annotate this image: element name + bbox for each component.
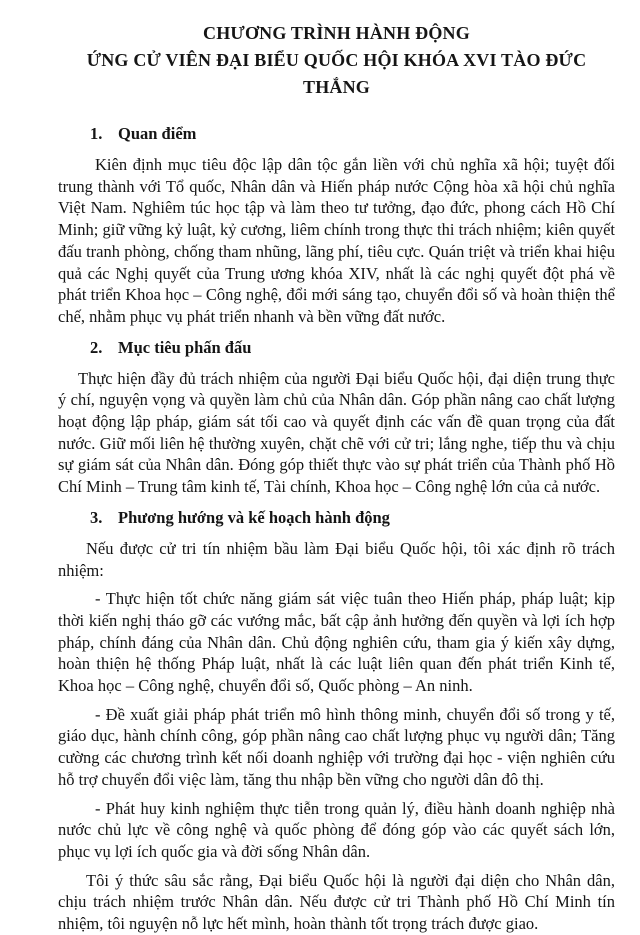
section-3-title: Phương hướng và kế hoạch hành động (118, 507, 390, 527)
section-muc-tieu (58, 337, 615, 498)
paragraph-bullet: - Thực hiện tốt chức năng giám sát việc tuân theo Hiến pháp, pháp luật; kịp thời kiến nghị tháo gỡ các vướng mắc, bất cập ảnh hưởng đến quyền và lợi ích hợp pháp, chính đáng của Nhân dân. Chủ động nghiên cứu, tham gia ý kiến xây dựng, hoàn thiện hệ thống Pháp luật, nhất là các luật liên quan đến phát triển Kinh tế, Khoa học – Công nghệ, chuyển đổi số, Quốc phòng – An ninh. (58, 589, 615, 696)
document-title-line-2: ỨNG CỬ VIÊN ĐẠI BIỂU QUỐC HỘI KHÓA XVI TÀO ĐỨC THẮNG (86, 50, 587, 97)
section-1-title: Quan điểm (118, 124, 197, 143)
paragraph: Nếu được cử tri tín nhiệm bầu làm Đại biểu Quốc hội, tôi xác định rõ trách nhiệm: (58, 538, 615, 580)
section-2-number: 2. (90, 337, 103, 357)
section-2-title: Mục tiêu phấn đấu (118, 337, 252, 357)
document-title-line-1: CHƯƠNG TRÌNH HÀNH ĐỘNG (203, 23, 470, 43)
section-3-number: 3. (90, 507, 103, 527)
paragraph: Kiên định mục tiêu độc lập dân tộc gắn liền với chủ nghĩa xã hội; tuyệt đối trung thành với Tổ quốc, Nhân dân và Hiến pháp nước Cộng hòa xã hội chủ nghĩa Việt Nam. Nghiêm túc học tập và làm theo tư tưởng, đạo đức, phong cách Hồ Chí Minh; giữ vững kỷ luật, kỷ cương, liêm chính trong thực thi trách nhiệm; kiên quyết đấu tranh phòng, chống tham nhũng, lãng phí, tiêu cực. Quán triệt và triển khai hiệu quả các Nghị quyết của Trung ương khóa XIV, nhất là các nghị quyết đột phá về phát triển Khoa học – Công nghệ, đổi mới sáng tạo, chuyển đổi số và hoàn thiện thể chế, nhằm phục vụ phát triển nhanh và bền vững đất nước. (58, 155, 615, 326)
section-3-heading (58, 507, 615, 529)
section-2-heading (58, 337, 615, 359)
paragraph-bullet: - Đề xuất giải pháp phát triển mô hình thông minh, chuyển đổi số trong y tế, giáo dục, hành chính công, góp phần nâng cao chất lượng phục vụ người dân; Tăng cường các chương trình kết nối doanh nghiệp với trường đại học - viện nghiên cứu hỗ trợ chuyển đổi việc làm, tăng thu nhập bền vững cho người dân đô thị. (58, 704, 615, 789)
section-phuong-huong (58, 507, 615, 935)
document-title (58, 20, 615, 101)
paragraph-bullet: - Phát huy kinh nghiệm thực tiễn trong quản lý, điều hành doanh nghiệp nhà nước chủ lực về công nghệ và quốc phòng để đóng góp vào các quyết sách lớn, phục vụ lợi ích quốc gia và đời sống Nhân dân. (58, 798, 615, 861)
paragraph: Thực hiện đầy đủ trách nhiệm của người Đại biểu Quốc hội, đại diện trung thực ý chí, nguyện vọng và quyền làm chủ của Nhân dân. Góp phần nâng cao chất lượng hoạt động lập pháp, giám sát tối cao và quyết định các vấn đề quan trọng của đất nước. Giữ mối liên hệ thường xuyên, chặt chẽ với cử tri; lắng nghe, tiếp thu và chịu sự giám sát của Nhân dân. Đóng góp thiết thực vào sự phát triển của Thành phố Hồ Chí Minh – Trung tâm kinh tế, Tài chính, Khoa học – Công nghệ lớn của cả nước. (58, 368, 615, 497)
section-1-number: 1. (90, 124, 103, 143)
section-1-heading (58, 123, 615, 145)
paragraph: Tôi ý thức sâu sắc rằng, Đại biểu Quốc hội là người đại diện cho Nhân dân, chịu trách nhiệm trước Nhân dân. Nếu được cử tri Thành phố Hồ Chí Minh tín nhiệm, tôi nguyện nỗ lực hết mình, hoàn thành tốt trọng trách được giao. (58, 870, 615, 934)
section-quan-diem (58, 123, 615, 328)
